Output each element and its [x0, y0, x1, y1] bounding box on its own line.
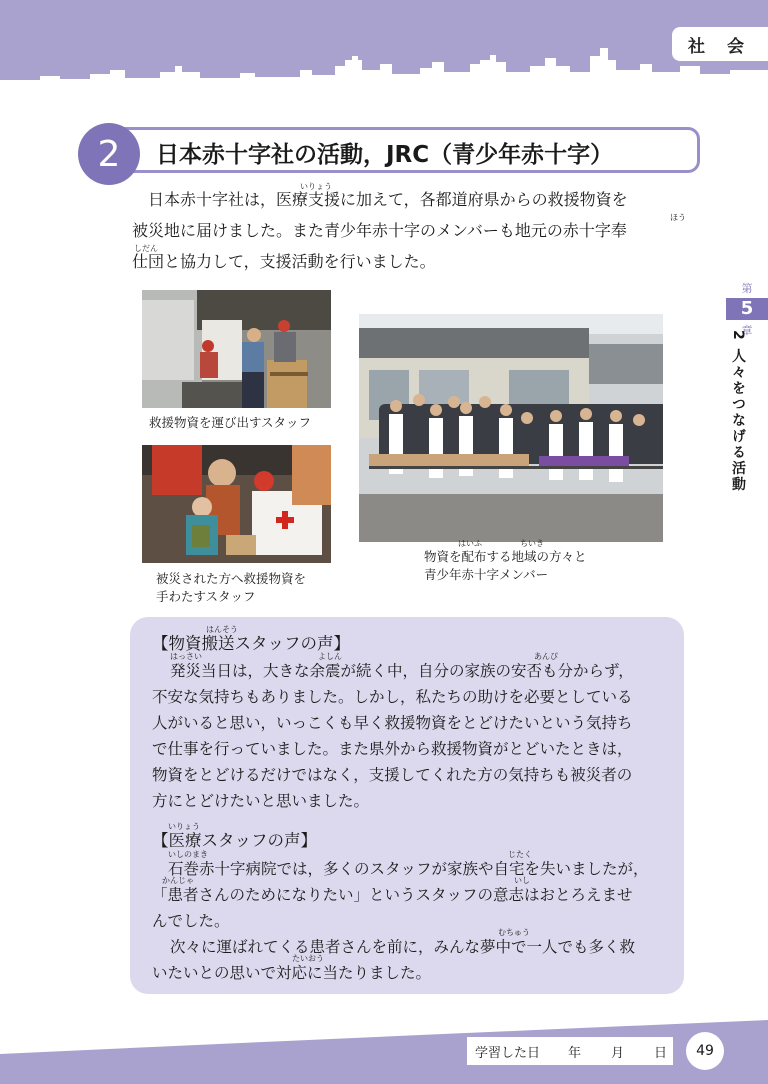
section-title: 日本赤十字社の活動，JRC（青少年赤十字）: [156, 142, 614, 168]
voice-line: んでした。: [152, 912, 230, 930]
chapter-suffix: 章: [741, 324, 753, 337]
chapter-number: 5: [726, 298, 768, 320]
page-number: 49: [686, 1032, 724, 1070]
ruby-text: いりょう: [300, 182, 332, 191]
section-number: 2: [78, 123, 140, 185]
photo-caption: 手わたすスタッフ: [156, 589, 256, 604]
ruby-text: よしん: [318, 652, 342, 661]
voice-line: 物資をとどけるだけではなく，支援してくれた方の気持ちも被災者の: [152, 766, 633, 784]
intro-line: 被災地に届けました。また青少年赤十字のメンバーも地元の赤十字奉: [132, 221, 627, 240]
day-label: 日: [654, 1045, 668, 1061]
intro-line: 仕団と協力して，支援活動を行いました。: [132, 252, 436, 271]
caption-text: 物資を配布する地域の方々と: [424, 549, 587, 564]
photo-caption: 被災された方へ救援物資を: [156, 571, 307, 586]
photo-group-distribution: [359, 314, 663, 542]
ruby-text: あんぴ: [534, 652, 558, 661]
voice-line: [152, 652, 672, 684]
ruby-text: はっさい: [170, 652, 202, 661]
line-text: いたいとの思いで対応に当たりました。: [152, 964, 432, 982]
year-label: 年: [568, 1045, 582, 1061]
ruby-text: ほう: [670, 213, 686, 222]
ruby-text: いりょう: [168, 822, 200, 831]
photo-caption: [424, 539, 587, 566]
voice-line: 不安な気持ちもありました。しかし，私たちの助けを必要としている: [152, 688, 633, 706]
header-band: [0, 0, 768, 90]
ruby-text: いしのまき: [168, 850, 208, 859]
intro-line: 日本赤十字社は，医療支援に加えて，各都道府県からの救援物資を: [148, 190, 628, 209]
city-skyline-icon: [0, 0, 768, 90]
voice-line: [152, 954, 672, 986]
line-text: 石巻赤十字病院では，多くのスタッフが家族や自宅を失いましたが，: [168, 860, 649, 878]
chapter-prefix: 第: [741, 282, 753, 295]
ruby-text: はいふ: [458, 539, 482, 548]
voice-line: [152, 876, 672, 908]
ruby-text: かんじゃ: [162, 876, 194, 885]
line-text: 発災当日は，大きな余震が続く中，自分の家族の安否も分からず，: [170, 662, 634, 680]
medical-voice-heading: [152, 822, 672, 854]
voice-line: で仕事を行っていました。また県外から救援物資がとどいたときは，: [152, 740, 633, 758]
line-text: 次々に運ばれてくる患者さんを前に，みんな夢中で一人でも多く救: [170, 938, 636, 956]
photo-caption: 救援物資を運び出すスタッフ: [149, 415, 312, 430]
voice-line: 方にとどけたいと思いました。: [152, 792, 370, 810]
logistics-voice-heading: [152, 625, 672, 657]
photo-staff-handing-supplies: [142, 445, 331, 563]
subject-label: 社 会: [672, 27, 768, 61]
ruby-text: じたく: [508, 850, 532, 859]
heading-text: 【医療スタッフの声】: [152, 831, 317, 850]
voice-line: [152, 928, 672, 960]
voice-line: 人がいると思い，いっこくも早く救援物資をとどけたいという気持ち: [152, 714, 633, 732]
ruby-text: いし: [514, 876, 530, 885]
intro-paragraph: [132, 184, 692, 277]
ruby-text: はんそう: [206, 625, 238, 634]
chapter-title-vertical: 2 人々をつなげる活動: [730, 330, 746, 493]
ruby-text: ちいき: [520, 539, 544, 548]
line-text: 「患者さんのためになりたい」というスタッフの意志はおとろえませ: [152, 886, 633, 904]
study-date-box[interactable]: [467, 1037, 673, 1065]
photo-staff-unloading: [142, 290, 331, 408]
ruby-text: しだん: [134, 244, 158, 253]
ruby-text: むちゅう: [498, 928, 530, 937]
heading-text: 【物資搬送スタッフの声】: [152, 634, 350, 653]
ruby-text: たいおう: [292, 954, 324, 963]
voice-line: [152, 850, 672, 882]
photo-caption: 青少年赤十字メンバー: [424, 567, 549, 582]
study-date-label: 学習した日: [475, 1045, 541, 1061]
month-label: 月: [611, 1045, 625, 1061]
